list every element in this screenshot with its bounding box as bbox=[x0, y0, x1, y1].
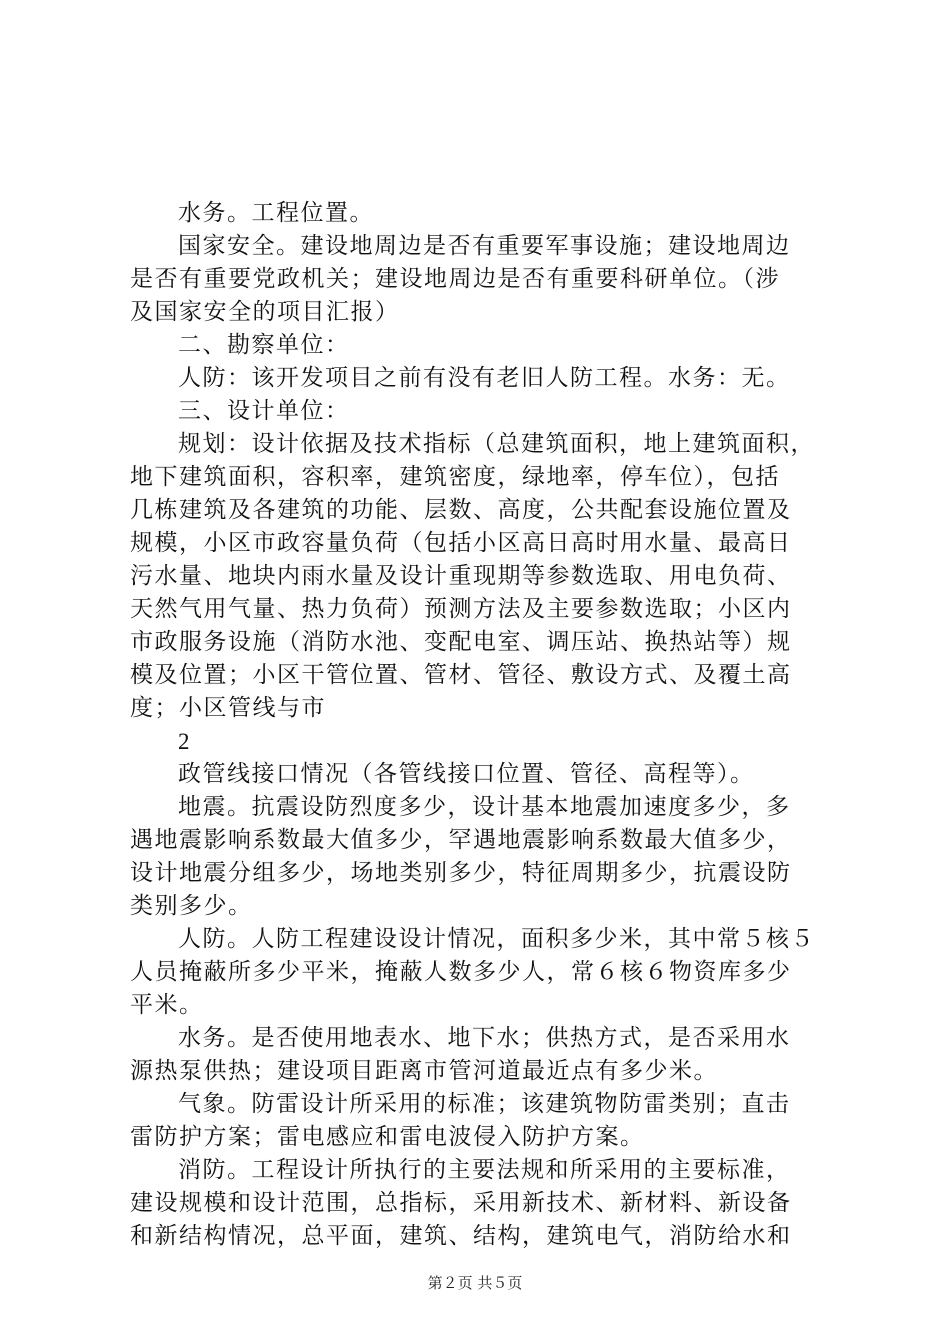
paragraph-line: 设计地震分组多少，场地类别多少，特征周期多少，抗震设防 bbox=[130, 860, 792, 886]
paragraph-line: 度；小区管线与市 bbox=[130, 695, 326, 721]
paragraph-line: 建设规模和设计范围，总指标，采用新技术、新材料、新设备 bbox=[130, 1190, 792, 1216]
paragraph-line: 及国家安全的项目汇报） bbox=[130, 299, 400, 325]
paragraph-line: 国家安全。建设地周边是否有重要军事设施；建设地周边 bbox=[178, 233, 791, 259]
paragraph-line: 地震。抗震设防烈度多少，设计基本地震加速度多少，多 bbox=[178, 794, 791, 820]
paragraph-line: 几栋建筑及各建筑的功能、层数、高度，公共配套设施位置及 bbox=[130, 497, 792, 523]
paragraph-line: 二、勘察单位： bbox=[178, 332, 350, 358]
paragraph-line: 和新结构情况，总平面，建筑、结构，建筑电气，消防给水和 bbox=[130, 1223, 792, 1249]
paragraph-line: 污水量、地块内雨水量及设计重现期等参数选取、用电负荷、 bbox=[130, 563, 792, 589]
paragraph-line: 类别多少。 bbox=[130, 893, 253, 919]
paragraph-line: 天然气用气量、热力负荷）预测方法及主要参数选取；小区内 bbox=[130, 596, 792, 622]
paragraph-line: 遇地震影响系数最大值多少，罕遇地震影响系数最大值多少， bbox=[130, 827, 792, 853]
paragraph-line: 是否有重要党政机关；建设地周边是否有重要科研单位。（涉 bbox=[130, 266, 780, 292]
paragraph-line: 模及位置；小区干管位置、管材、管径、敷设方式、及覆土高 bbox=[130, 662, 792, 688]
paragraph-line: 人防。人防工程建设设计情况，面积多少米，其中常５核５ bbox=[178, 926, 815, 952]
paragraph-line: 三、设计单位： bbox=[178, 398, 350, 424]
page-footer: 第２页 共５页 bbox=[427, 1274, 523, 1292]
paragraph-line: 地下建筑面积，容积率，建筑密度，绿地率，停车位），包括 bbox=[130, 464, 780, 490]
paragraph-line: 人防：该开发项目之前有没有老旧人防工程。水务：无。 bbox=[178, 365, 791, 391]
document-body bbox=[130, 197, 830, 1253]
inline-page-number: 2 bbox=[178, 729, 191, 754]
paragraph-line: 市政服务设施（消防水池、变配电室、调压站、换热站等）规 bbox=[130, 629, 792, 655]
paragraph-line: 水务。是否使用地表水、地下水；供热方式，是否采用水 bbox=[178, 1025, 791, 1051]
paragraph-line: 消防。工程设计所执行的主要法规和所采用的主要标准， bbox=[178, 1157, 791, 1183]
paragraph-line: 水务。工程位置。 bbox=[178, 200, 374, 226]
paragraph-line: 气象。防雷设计所采用的标准；该建筑物防雷类别；直击 bbox=[178, 1091, 791, 1117]
paragraph-line: 人员掩蔽所多少平米，掩蔽人数多少人，常６核６物资库多少 bbox=[130, 959, 792, 985]
paragraph-line: 平米。 bbox=[130, 992, 204, 1018]
paragraph-line: 政管线接口情况（各管线接口位置、管径、高程等）。 bbox=[178, 761, 755, 787]
paragraph-line: 规划：设计依据及技术指标（总建筑面积，地上建筑面积， bbox=[178, 431, 815, 457]
paragraph-line: 源热泵供热；建设项目距离市管河道最近点有多少米。 bbox=[130, 1058, 718, 1084]
paragraph-line: 雷防护方案；雷电感应和雷电波侵入防护方案。 bbox=[130, 1124, 645, 1150]
paragraph-line: 规模，小区市政容量负荷（包括小区高日高时用水量、最高日 bbox=[130, 530, 792, 556]
